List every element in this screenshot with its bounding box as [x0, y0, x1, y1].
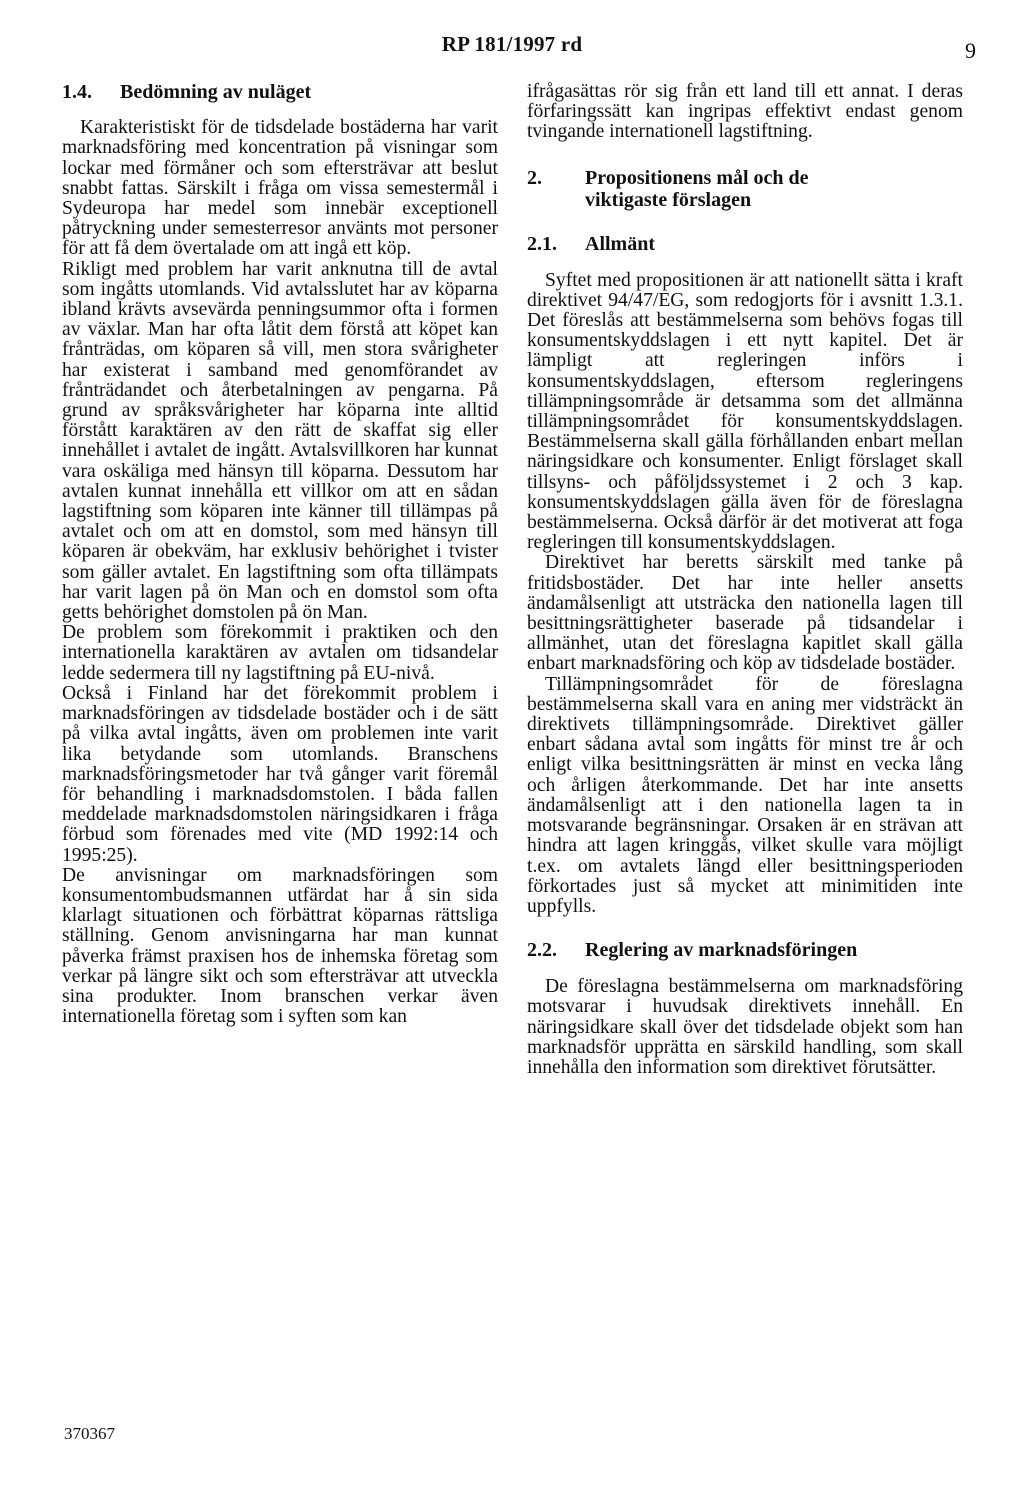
paragraph: Direktivet har beretts särskilt med tanke på fritidsbostäder. Det har inte heller ansetts ändamålsenligt att utsträcka den nationella lagen till besittningsrättigheter baserade på tidsandelar i allmänhet, utan det föreslagna kapitlet skall gälla enbart marknadsföring och köp av tidsdelade bostäder. [527, 552, 963, 675]
left-column [62, 82, 498, 1027]
paragraph: Rikligt med problem har varit anknutna till de avtal som ingåtts utomlands. Vid avtalsslutet har av köparna ibland krävts avsevärda penningsummor ofta i formen av växlar. Man har ofta låtit dem förstå att köpet kan frånträdas, om köparen så vill, men stora svårigheter har existerat i samband med genomförandet av frånträdandet och återbetalningen av pengarna. På grund av språksvårigheter har köparna inte alltid förstått karaktären av den rätt de skaffat sig eller innehållet i avtalet de ingått. Avtalsvillkoren har kunnat vara oskäliga med hänsyn till köparna. Dessutom har avtalen kunnat innehålla ett villkor om att en sådan lagstiftning som köparen inte känner till tillämpas på avtalet och om att en domstol, som med hänsyn till köparen är obekväm, har exklusiv behörighet i tvister som gäller avtalet. En lagstiftning som ofta tillämpats har varit lagen på ön Man och en domstol som ofta getts behörighet domstolen på ön Man. [62, 258, 498, 624]
section-heading-1-4 [62, 82, 498, 102]
paragraph-continuation: ifrågasättas rör sig från ett land till ett annat. I deras förfaringssätt kan ingripas effektivt endast genom tvingande internationell lagstiftning. [527, 81, 963, 143]
section-number: 1.4. [62, 81, 92, 103]
paragraph: Karakteristiskt för de tidsdelade bostäderna har varit marknadsföring med koncentration på visningar som lockar med förmåner och som eftersträvar att beslut snabbt fattas. Särskilt i fråga om vissa semestermål i Sydeuropa har medel som innebär exceptionell påtryckning under semesterresor använts mot personer för att få dem övertalade om att ingå ett köp. [62, 117, 498, 260]
section-number: 2.1. [527, 232, 557, 255]
section-heading-2-1 [527, 233, 963, 255]
right-column [527, 82, 963, 1078]
paragraph: De problem som förekommit i praktiken och den internationella karaktären av avtalen om tidsandelar ledde sedermera till ny lagstiftning på EU-nivå. [62, 622, 498, 684]
section-number: 2. [527, 166, 542, 189]
section-title: Reglering av marknadsföringen [585, 939, 858, 962]
section-title-line: viktigaste förslagen [585, 188, 752, 211]
paragraph: Också i Finland har det förekommit problem i marknadsföringen av tidsdelade bostäder och i de sätt på vilka avtal ingåtts, även om problemen inte varit lika betydande som utomlands. Branschens marknadsföringsmetoder har två gånger varit föremål för behandling i marknadsdomstolen. I båda fallen meddelade marknadsdomstolen näringsidkaren i fråga förbud som förenades med vite (MD 1992:14 och 1995:25). [62, 682, 498, 866]
paragraph: Tillämpningsområdet för de föreslagna bestämmelserna skall vara en aning mer vidsträckt än direktivets tillämpningsområde. Direktivet gäller enbart sådana avtal som ingåtts för minst tre år och enligt vilka besittningsrätten är minst en vecka lång och årligen återkommande. Det har inte ansetts ändamålsenligt att i den nationella lagen ta in motsvarande begränsningar. Orsaken är en strävan att hindra att lagen kringgås, vilket skulle vara möjligt t.ex. om avtalets längd eller besittningsperioden förkortades just så mycket att minimitiden inte uppfylls. [527, 673, 963, 917]
section-heading-2-2 [527, 939, 963, 961]
running-header: RP 181/1997 rd [441, 32, 583, 56]
section-title-line: Propositionens mål och de [585, 166, 809, 189]
section-number: 2.2. [527, 939, 557, 962]
section-heading-2 [527, 167, 963, 211]
print-code: 370367 [64, 1424, 115, 1443]
paragraph: De anvisningar om marknadsföringen som konsumentombudsmannen utfärdat har å sin sida klarlagt situationen och förbättrat köparnas rättsliga ställning. Genom anvisningarna har man kunnat påverka främst praxisen hos de inhemska företag som verkar på längre sikt och som eftersträvar att utveckla sina produkter. Inom branschen verkar även internationella företag som i syften som kan [62, 864, 498, 1028]
paragraph: De föreslagna bestämmelserna om marknadsföring motsvarar i huvudsak direktivets innehåll. En näringsidkare skall över det tidsdelade objekt som han marknadsför upprätta en särskild handling, som skall innehålla den information som direktivet förutsätter. [527, 976, 963, 1078]
paragraph: Syftet med propositionen är att nationellt sätta i kraft direktivet 94/47/EG, som redogjorts för i avsnitt 1.3.1. Det föreslås att bestämmelserna som behövs fogas till konsumentskyddslagen i ett nytt kapitel. Det är lämpligt att regleringen införs i konsumentskyddslagen, eftersom regleringens tillämpningsområde är detsamma som det allmänna tillämpningsområdet för konsumentskyddslagen. Bestämmelserna skall gälla förhållanden enbart mellan näringsidkare och konsumenter. Enligt förslaget skall tillsyns- och påföljdssystemet i 2 och 3 kap. konsumentskyddslagen gälla även för de föreslagna bestämmelserna. Också därför är det motiverat att foga regleringen till konsumentskyddslagen. [527, 269, 963, 554]
page-number: 9 [965, 38, 976, 63]
section-title [585, 167, 809, 211]
section-title: Allmänt [585, 232, 655, 255]
section-title: Bedömning av nuläget [120, 81, 312, 103]
